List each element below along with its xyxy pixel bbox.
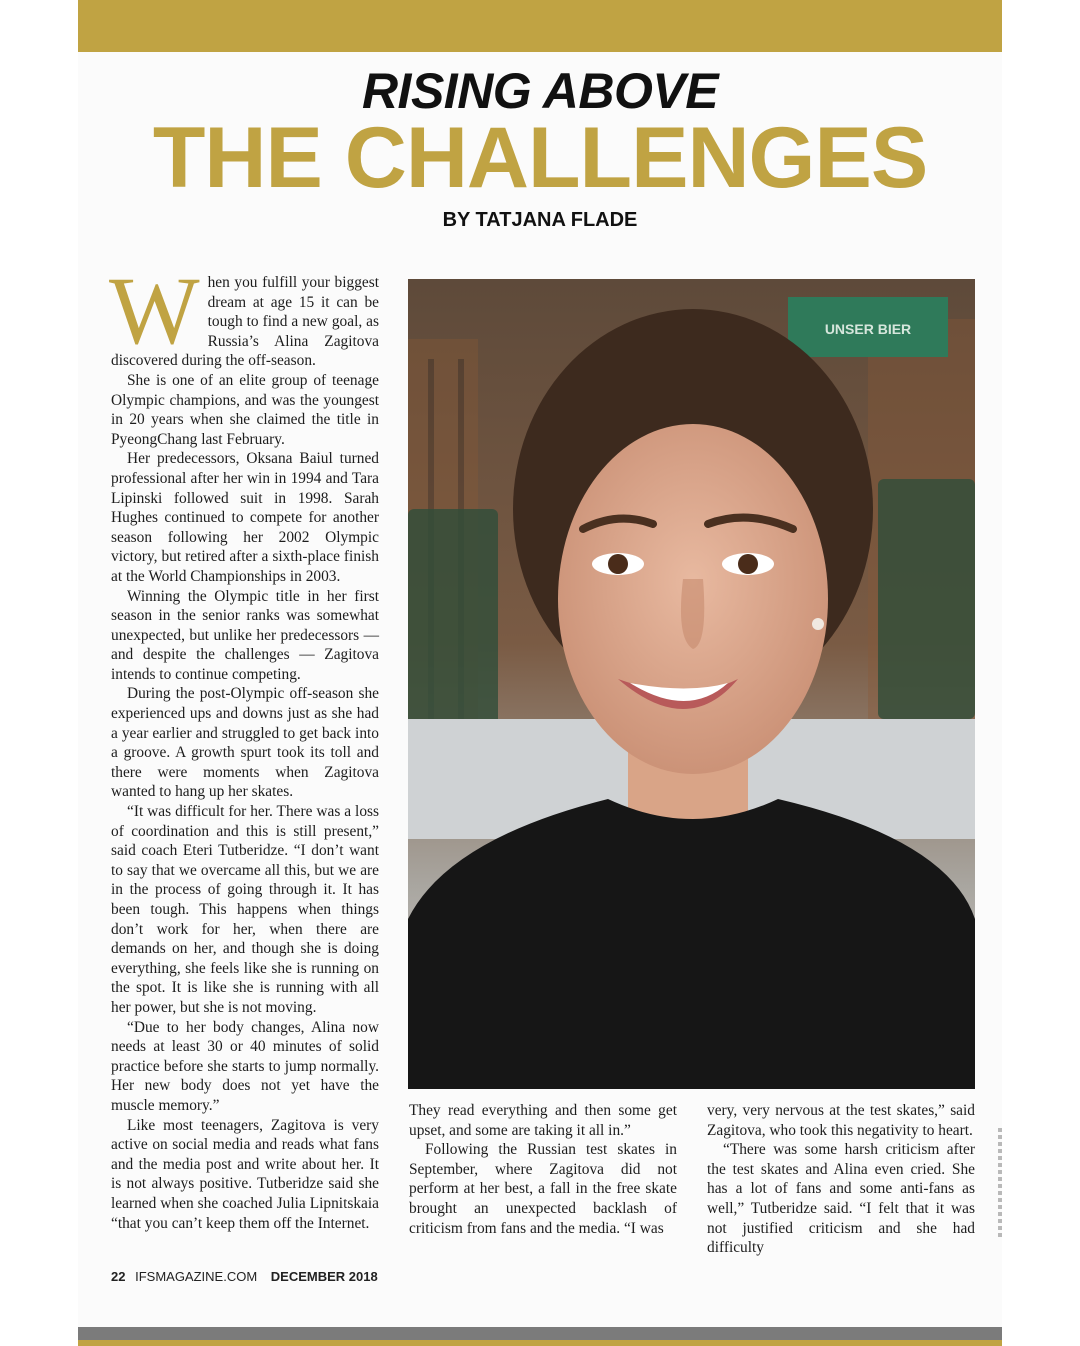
paragraph: very, very nervous at the test skates,” said Zagitova, who took this negativity to heart. [707, 1102, 975, 1139]
arena-banner-text: UNSER BIER [824, 321, 912, 337]
paragraph: She is one of an elite group of teenage Olympic champions, and was the youngest in 20 years when she claimed the title in PyeongChang last February. [111, 371, 379, 448]
paragraph: Following the Russian test skates in September, where Zagitova did not perform at her best, a fall in the free skate brought an unexpected backlash of criticism from fans and the media. “I was [409, 1141, 677, 1237]
magazine-url: IFSMAGAZINE.COM [135, 1269, 258, 1284]
paragraph: During the post-Olympic off-season she experienced ups and downs just as she had a year earlier and struggled to get back into a groove. A growth spurt took its toll and there were moments when Zagitova wanted to hang up her skates. [111, 685, 379, 801]
article-column-3 [707, 1101, 975, 1258]
byline: BY TATJANA FLADE [442, 209, 638, 231]
paragraph: “It was difficult for her. There was a loss of coordination and this is still present,” said coach Eteri Tutberidze. “I don’t want to say that we overcame all this, but we are in the process of going through it. It has been tough. This happens when things don’t work for her, when there are demands on her, and though she is doing everything, she feels like she is running on the spot. It is like she is running with all her power, but she is not moving. [111, 803, 379, 1016]
page-footer [111, 1269, 378, 1284]
top-gold-band [78, 0, 1002, 52]
paragraph: “There was some harsh criticism after the test skates and Alina even cried. She has a lot of fans and some anti-fans as well,” Tutberidze said. “I felt that it was not justified criticism and she had difficulty [707, 1141, 975, 1257]
portrait-photo [408, 279, 975, 1089]
paragraph: Like most teenagers, Zagitova is very active on social media and reads what fans and the media post and write about her. It is not always positive. Tutberidze said she learned when she coached Julia Lipnitskaia “that you can’t keep them off the Internet. [111, 1116, 379, 1232]
magazine-page [78, 0, 1002, 1346]
paragraph: Winning the Olympic title in her first season in the senior ranks was somewhat unexpected, but unlike her predecessors — and despite the challenges — Zagitova intends to continue competing. [111, 587, 379, 683]
paragraph: Her predecessors, Oksana Baiul turned professional after her win in 1994 and Tara Lipinski followed suit in 1998. Sarah Hughes continued to compete for another season following her 2002 Olympic victory, but retired after a sixth-place finish at the World Championships in 2003. [111, 450, 379, 585]
headline: THE CHALLENGES [152, 110, 928, 206]
photo-credit [998, 1128, 1002, 1238]
article-column-1 [109, 257, 379, 1233]
drop-cap: W [109, 257, 200, 364]
bottom-band [78, 1327, 1002, 1346]
paragraph: They read everything and then some get upset, and some are taking it all in.” [409, 1102, 677, 1139]
paragraph: “Due to her body changes, Alina now needs at least 30 or 40 minutes of solid practice before she starts to jump normally. Her new body does not yet have the muscle memory.” [111, 1018, 379, 1114]
paragraph: When you fulfill your biggest dream at age 15 it can be tough to find a new goal, as Russia’s Alina Zagitova discovered during the off-season. [109, 257, 379, 370]
article-column-2 [409, 1101, 677, 1238]
page-number: 22 [111, 1269, 126, 1284]
headline-kicker: RISING ABOVE [361, 63, 719, 119]
bottom-grey-band [78, 1327, 1002, 1340]
issue-date: DECEMBER 2018 [270, 1269, 378, 1284]
